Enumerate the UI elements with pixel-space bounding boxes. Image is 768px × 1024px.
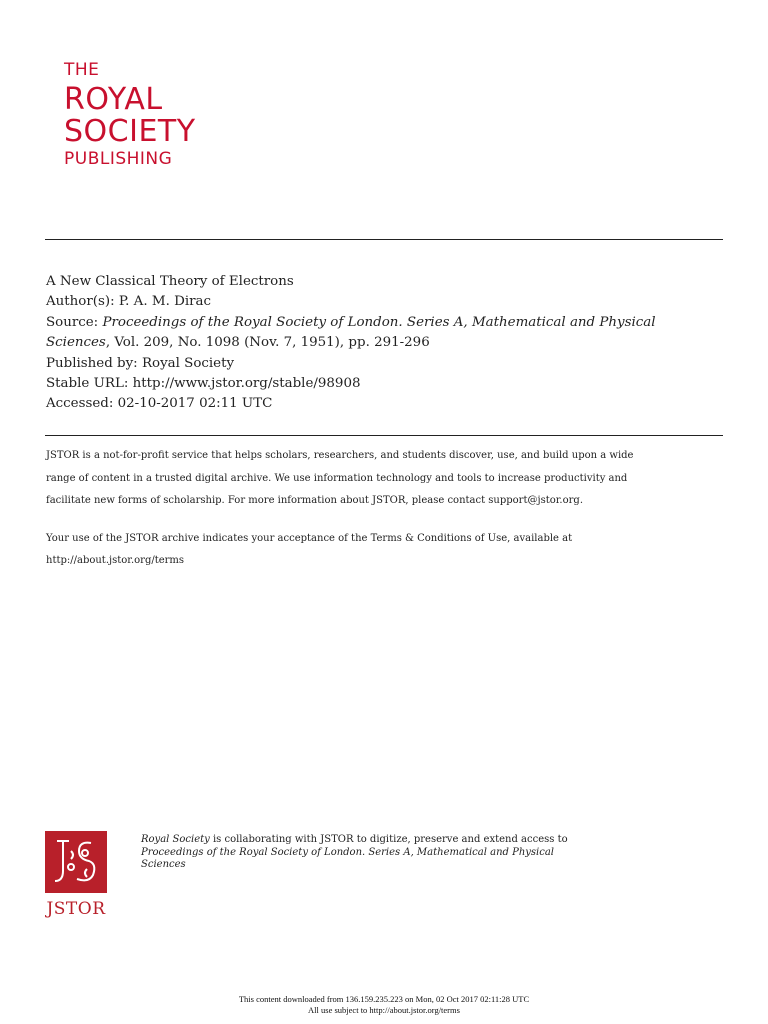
top-divider — [45, 239, 723, 240]
notice-p1-line2: range of content in a trusted digital archive. We use information technology and tools to increase productivity and — [46, 472, 628, 484]
royal-society-publishing-logo — [64, 62, 196, 168]
source-details: , Vol. 209, No. 1098 (Nov. 7, 1951), pp. 291-296 — [105, 335, 430, 351]
collaboration-statement — [141, 834, 701, 872]
source-line — [46, 313, 726, 333]
footer-line2: All use subject to http://about.jstor.org/terms — [308, 1004, 460, 1015]
jstor-logo — [45, 831, 107, 919]
source-label: Source: — [46, 314, 99, 330]
article-metadata — [46, 272, 726, 415]
logo-line-society: SOCIETY — [64, 114, 196, 149]
notice-p2-line1: Your use of the JSTOR archive indicates your acceptance of the Terms & Conditions of Use, available at — [46, 532, 573, 544]
jstor-notice — [46, 445, 726, 573]
published-by-line — [46, 354, 726, 374]
logo-line-publishing: PUBLISHING — [64, 149, 173, 169]
stable-url-label: Stable URL: — [46, 376, 129, 392]
logo-line-the: THE — [64, 60, 100, 80]
collab-journal-line2: Proceedings of the Royal Society of London. Series A, Mathematical and Physical — [141, 846, 554, 858]
jstor-emblem-icon — [45, 831, 107, 893]
journal-name-line2: Sciences — [46, 335, 106, 351]
notice-p1-line1: JSTOR is a not-for-profit service that helps scholars, researchers, and students discover, use, and build upon a wide — [46, 450, 634, 461]
published-by-label: Published by: — [46, 355, 138, 371]
jstor-wordmark: JSTOR — [46, 899, 106, 919]
stable-url-link[interactable]: http://www.jstor.org/stable/98908 — [132, 376, 361, 392]
download-footer — [0, 994, 768, 1015]
logo-line-royal: ROYAL — [64, 82, 163, 117]
article-title: A New Classical Theory of Electrons — [46, 274, 294, 289]
middle-divider — [45, 435, 723, 436]
notice-paragraph-1 — [46, 445, 726, 513]
accessed-label: Accessed: — [46, 396, 114, 412]
footer-line1: This content downloaded from 136.159.235.223 on Mon, 02 Oct 2017 02:11:28 UTC — [238, 994, 530, 1004]
notice-paragraph-2 — [46, 528, 726, 573]
stable-url-line — [46, 374, 726, 394]
collab-journal-line3: Sciences — [141, 859, 186, 870]
journal-name-line1: Proceedings of the Royal Society of London. Series A, Mathematical and Physical — [102, 314, 656, 330]
accessed-line — [46, 394, 726, 414]
author-name: P. A. M. Dirac — [118, 294, 211, 310]
source-line-2 — [46, 333, 726, 353]
partner-name: Royal Society — [141, 834, 210, 845]
author-label: Author(s): — [46, 294, 115, 310]
collab-line1: is collaborating with JSTOR to digitize, preserve and extend access to — [209, 834, 568, 845]
author-line — [46, 292, 726, 312]
terms-link[interactable]: http://about.jstor.org/terms — [46, 555, 185, 566]
notice-p1-line3: facilitate new forms of scholarship. For more information about JSTOR, please contact support@jstor.org. — [46, 495, 583, 506]
accessed-value: 02-10-2017 02:11 UTC — [117, 396, 273, 412]
published-by-value: Royal Society — [141, 355, 235, 371]
